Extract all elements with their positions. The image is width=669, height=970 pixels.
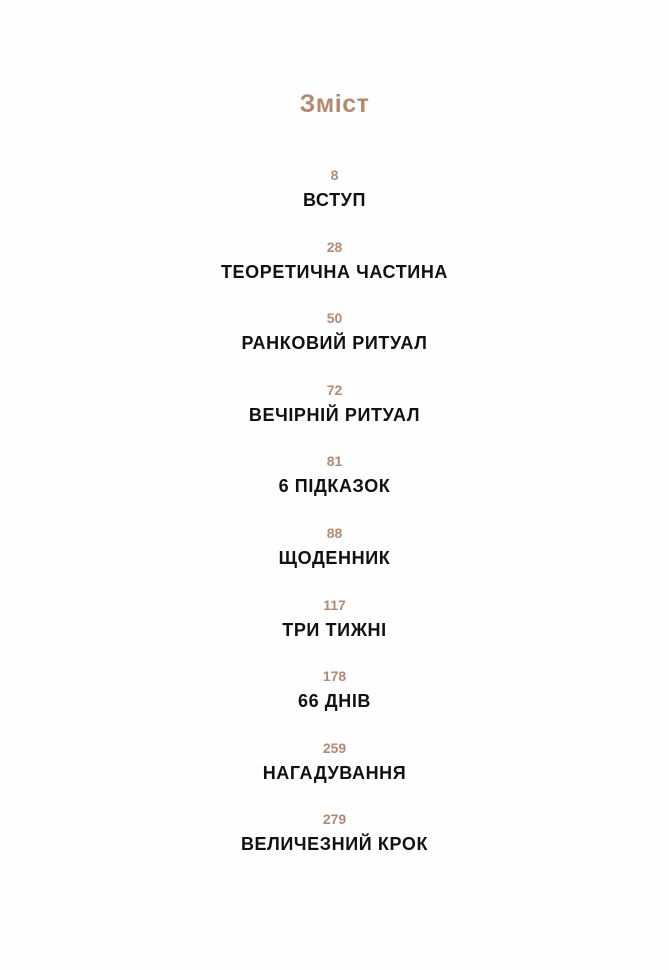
toc-entry bbox=[0, 237, 669, 309]
toc-page-number: 178 bbox=[322, 668, 347, 685]
table-of-contents bbox=[0, 165, 669, 881]
toc-entry bbox=[0, 809, 669, 881]
toc-page-number: 8 bbox=[330, 167, 339, 183]
toc-entry bbox=[0, 666, 669, 738]
toc-chapter-title: ВЕЛИЧЕЗНИЙ КРОК bbox=[240, 834, 429, 855]
toc-page-number: 81 bbox=[326, 453, 343, 470]
toc-page-number: 72 bbox=[326, 381, 343, 398]
toc-page-number: 28 bbox=[326, 238, 343, 255]
toc-chapter-title: ЩОДЕННИК bbox=[278, 547, 391, 568]
toc-entry bbox=[0, 451, 669, 523]
toc-entry bbox=[0, 308, 669, 380]
toc-page-number: 88 bbox=[326, 524, 343, 541]
toc-entry bbox=[0, 165, 669, 237]
toc-page-number: 279 bbox=[322, 811, 347, 828]
toc-page-number: 50 bbox=[326, 310, 343, 327]
toc-entry bbox=[0, 595, 669, 667]
toc-entry bbox=[0, 738, 669, 810]
toc-page-number: 259 bbox=[322, 739, 347, 756]
toc-chapter-title: НАГАДУВАННЯ bbox=[262, 762, 407, 783]
toc-chapter-title: 66 ДНІВ bbox=[297, 691, 372, 712]
toc-chapter-title: ТРИ ТИЖНІ bbox=[282, 619, 387, 640]
toc-chapter-title: ВСТУП bbox=[303, 190, 366, 210]
toc-chapter-title: ТЕОРЕТИЧНА ЧАСТИНА bbox=[220, 261, 449, 282]
toc-chapter-title: 6 ПІДКАЗОК bbox=[278, 476, 391, 497]
toc-entry bbox=[0, 523, 669, 595]
page-title: Зміст bbox=[299, 89, 370, 118]
toc-chapter-title: ВЕЧІРНІЙ РИТУАЛ bbox=[248, 404, 421, 425]
toc-chapter-title: РАНКОВИЙ РИТУАЛ bbox=[241, 333, 428, 354]
toc-entry bbox=[0, 380, 669, 452]
toc-page-number: 117 bbox=[323, 596, 346, 613]
